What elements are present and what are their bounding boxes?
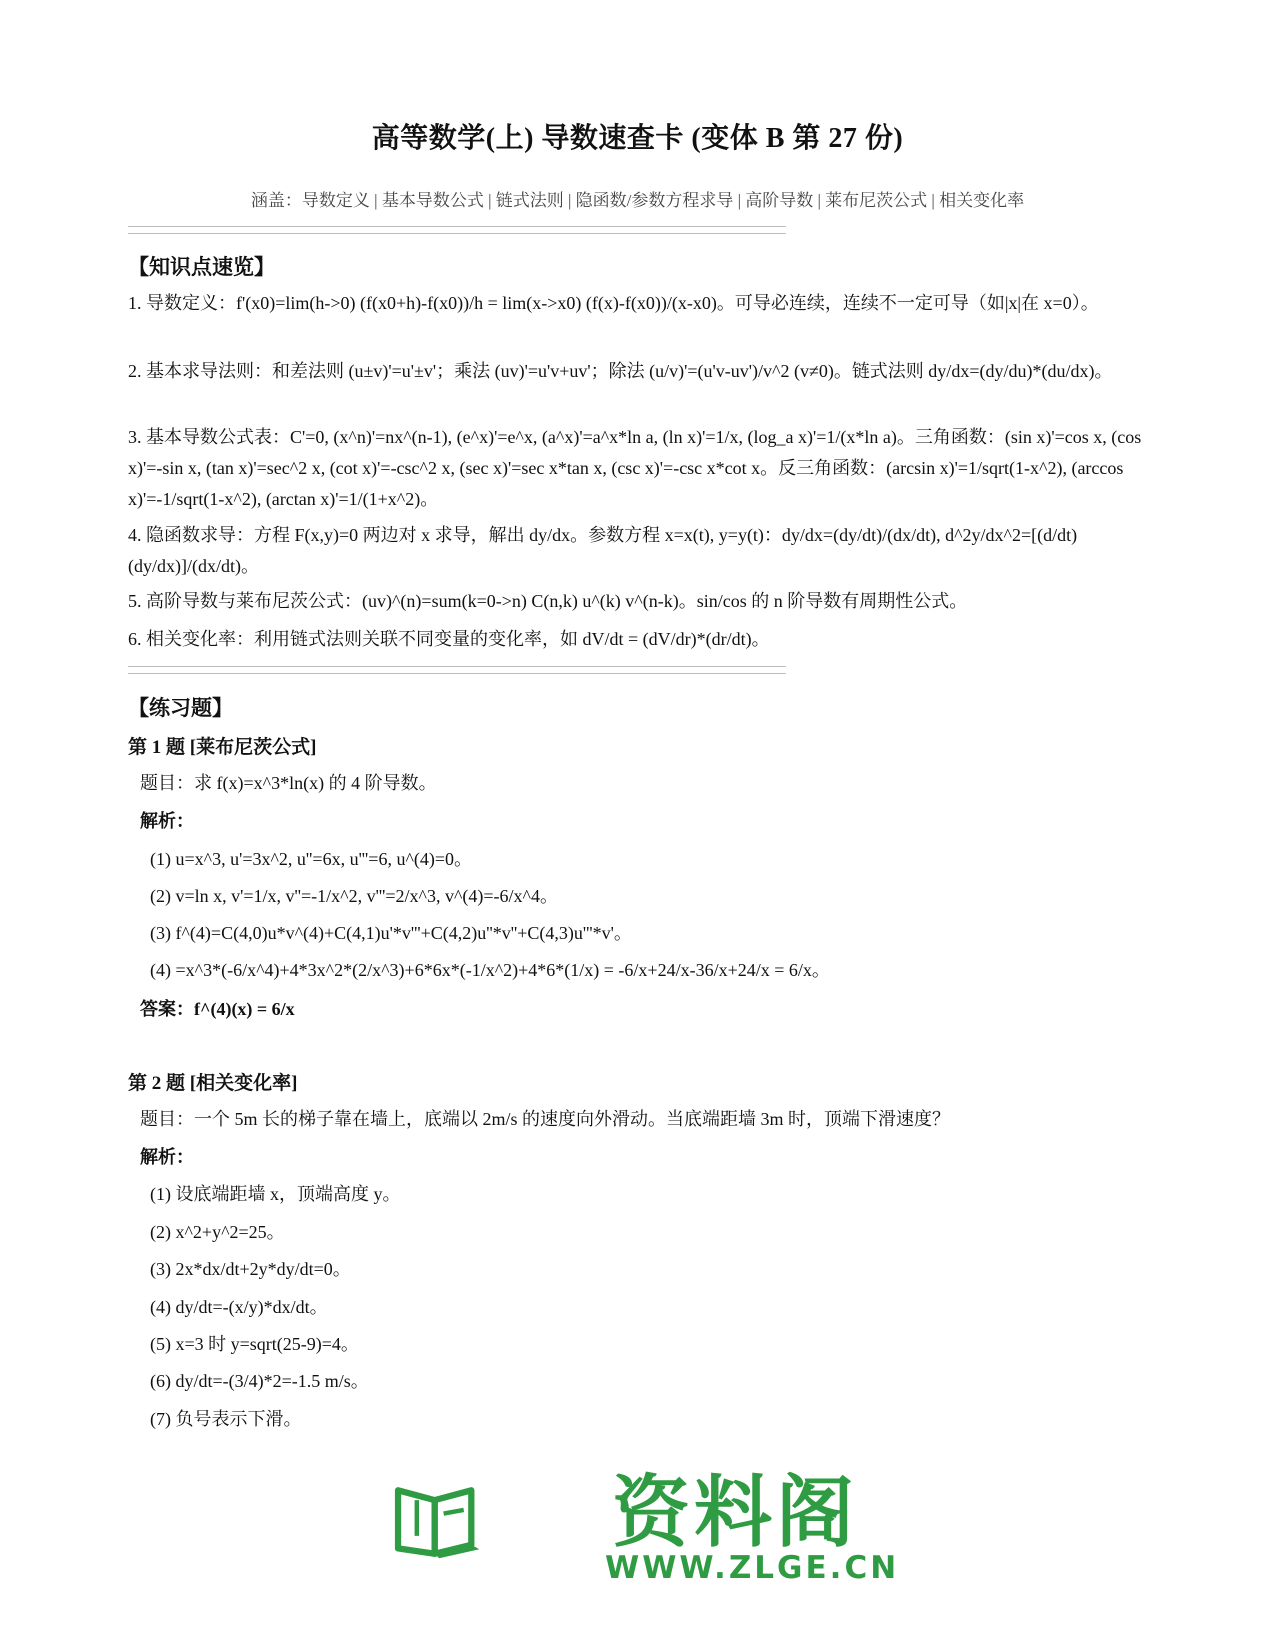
knowledge-item-2: 2. 基本求导法则：和差法则 (u±v)'=u'±v'；乘法 (uv)'=u'v+uv'；除法 (u/v)'=(u'v-uv')/v^2 (v≠0)。链式法则 dy/dx=(dy/du)*(du/dx)。 (128, 361, 1113, 381)
question-1-step: (4) =x^3*(-6/x^4)+4*3x^2*(2/x^3)+6*6x*(-1/x^2)+4*6*(1/x) = -6/x+24/x-36/x+24/x = 6/x。 (150, 960, 830, 980)
question-2-analysis-label: 解析： (140, 1147, 194, 1167)
knowledge-item-5: 5. 高阶导数与莱布尼茨公式：(uv)^(n)=sum(k=0->n) C(n,k) u^(k) v^(n-k)。sin/cos 的 n 阶导数有周期性公式。 (128, 591, 968, 611)
question-1-analysis-label: 解析： (140, 811, 194, 831)
question-1-step: (1) u=x^3, u'=3x^2, u''=6x, u'''=6, u^(4)=0。 (150, 849, 473, 869)
watermark-name: 资料阁 (612, 1468, 859, 1558)
question-1-text: 题目：求 f(x)=x^3*ln(x) 的 4 阶导数。 (140, 773, 437, 793)
question-2-step: (6) dy/dt=-(3/4)*2=-1.5 m/s。 (150, 1371, 369, 1391)
question-2-step: (3) 2x*dx/dt+2y*dy/dt=0。 (150, 1259, 351, 1279)
question-1-answer: 答案：f^(4)(x) = 6/x (140, 999, 295, 1019)
question-2-title: 第 2 题 [相关变化率] (128, 1073, 298, 1094)
knowledge-item-4: 4. 隐函数求导：方程 F(x,y)=0 两边对 x 求导，解出 dy/dx。参数方程 x=x(t), y=y(t)：dy/dx=(dy/dt)/(dx/dt), d^2y/dx^2=[(d/dt)(dy/dx)]/(dx/dt)。 (128, 525, 1078, 576)
book-logo-icon (390, 1428, 600, 1608)
page-title: 高等数学(上) 导数速查卡 (变体 B 第 27 份) (371, 123, 904, 154)
question-2-step: (1) 设底端距墙 x，顶端高度 y。 (150, 1184, 401, 1204)
knowledge-heading: 【知识点速览】 (128, 255, 275, 279)
divider (128, 666, 786, 674)
knowledge-item-6: 6. 相关变化率：利用链式法则关联不同变量的变化率，如 dV/dt = (dV/dr)*(dr/dt)。 (128, 629, 770, 649)
exercises-heading: 【练习题】 (128, 696, 233, 720)
question-2-step: (7) 负号表示下滑。 (150, 1409, 302, 1429)
question-2-step: (4) dy/dt=-(x/y)*dx/dt。 (150, 1297, 328, 1317)
question-2-step: (2) x^2+y^2=25。 (150, 1222, 285, 1242)
question-2-text: 题目：一个 5m 长的梯子靠在墙上，底端以 2m/s 的速度向外滑动。当底端距墙 3m 时，顶端下滑速度？ (140, 1109, 951, 1129)
knowledge-item-1: 1. 导数定义：f'(x0)=lim(h->0) (f(x0+h)-f(x0))/h = lim(x->x0) (f(x)-f(x0))/(x-x0)。可导必连续，连续不一定可导（如|x|在 x=0）。 (128, 293, 1099, 313)
question-1-title: 第 1 题 [莱布尼茨公式] (128, 737, 317, 758)
divider (128, 226, 786, 234)
question-2-step: (5) x=3 时 y=sqrt(25-9)=4。 (150, 1334, 359, 1354)
question-1-step: (2) v=ln x, v'=1/x, v''=-1/x^2, v'''=2/x^3, v^(4)=-6/x^4。 (150, 886, 558, 906)
question-1-step: (3) f^(4)=C(4,0)u*v^(4)+C(4,1)u'*v'''+C(4,2)u''*v''+C(4,3)u'''*v'。 (150, 923, 632, 943)
knowledge-item-3: 3. 基本导数公式表：C'=0, (x^n)'=nx^(n-1), (e^x)'=e^x, (a^x)'=a^x*ln a, (ln x)'=1/x, (log_a x)'=1/(x*ln a)。三角函数：(sin x)'=cos x, (cos x)'=-sin x, (tan x)'=sec^2 x, (cot x)'=-csc^2 x, (sec x)'=sec x*tan x, (csc x)'=-csc x*cot x。反三角函数：(arcsin x)'=1/sqrt(1-x^2), (arccos x)'=-1/sqrt(1-x^2), (arctan x)'=1/(1+x^2)。 (128, 427, 1142, 509)
watermark-url: WWW.ZLGE.CN (605, 1550, 900, 1586)
page-subtitle: 涵盖：导数定义 | 基本导数公式 | 链式法则 | 隐函数/参数方程求导 | 高阶导数 | 莱布尼茨公式 | 相关变化率 (250, 191, 1025, 210)
